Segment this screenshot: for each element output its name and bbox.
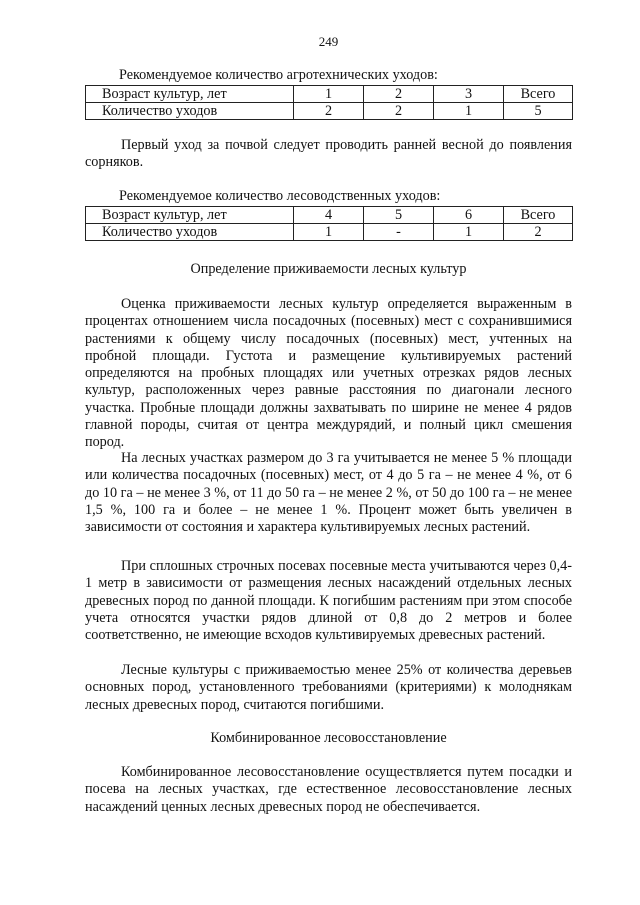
table-cell: 1	[434, 103, 504, 120]
table-cell: 2	[504, 224, 573, 241]
table-cell: Всего	[504, 207, 573, 224]
table-cell: 2	[294, 103, 364, 120]
paragraph: При сплошных строчных посевах посевные места учитываются через 0,4-1 метр в зависимости от размещения лесных насаждений отдельных лесных древесных пород по данной площади. К погибшим растениям при этом способе учета относятся участки рядов длиной от 0,8 до 2 метров и более соответственно, не имеющие всходов культивируемых древесных растений.	[85, 558, 572, 644]
table-row	[86, 86, 573, 103]
table-cell: Возраст культур, лет	[86, 207, 294, 224]
paragraph: Первый уход за почвой следует проводить ранней весной до появления сорняков.	[85, 137, 572, 171]
table-silvicultural-care	[85, 206, 573, 241]
table-cell: 1	[434, 224, 504, 241]
paragraph: Комбинированное лесовосстановление осуществляется путем посадки и посева на лесных участках, где естественное лесовосстановление лесных насаждений ценных лесных древесных пород не обеспечивается.	[85, 764, 572, 815]
table-cell: 5	[364, 207, 434, 224]
table1-caption: Рекомендуемое количество агротехнических уходов:	[119, 67, 438, 83]
table-cell: Количество уходов	[86, 224, 294, 241]
table-cell: Всего	[504, 86, 573, 103]
table-cell: 2	[364, 86, 434, 103]
section-heading: Определение приживаемости лесных культур	[190, 261, 467, 277]
section-heading: Комбинированное лесовосстановление	[210, 730, 447, 746]
table-row	[86, 207, 573, 224]
page-number: 249	[318, 34, 339, 49]
paragraph: Лесные культуры с приживаемостью менее 25% от количества деревьев основных пород, установленного требованиями (критериями) к молоднякам лесных древесных пород, считаются погибшими.	[85, 662, 572, 713]
table2-caption: Рекомендуемое количество лесоводственных уходов:	[119, 188, 441, 204]
table-cell: 1	[294, 224, 364, 241]
table-cell: Количество уходов	[86, 103, 294, 120]
table-cell: 5	[504, 103, 573, 120]
table-cell: 6	[434, 207, 504, 224]
table-cell: 4	[294, 207, 364, 224]
table-cell: 3	[434, 86, 504, 103]
table-cell: Возраст культур, лет	[86, 86, 294, 103]
table-agrotechnical-care	[85, 85, 573, 120]
table-cell: -	[364, 224, 434, 241]
table-row	[86, 224, 573, 241]
table-cell: 2	[364, 103, 434, 120]
paragraph: Оценка приживаемости лесных культур определяется выраженным в процентах отношением числа посадочных (посевных) мест с сохранившимися растениями к общему числу посадочных (посевных) мест, учтенных на пробной площади. Густота и размещение культивируемых растений определяются на пробных площадях или учетных отрезках рядов лесных культур, расположенных через равные расстояния по диагонали лесного участка. Пробные площади должны захватывать по ширине не менее 4 рядов главной породы, считая от центра междурядий, и полный цикл смешения пород.	[85, 296, 572, 451]
table-row	[86, 103, 573, 120]
table-cell: 1	[294, 86, 364, 103]
paragraph: На лесных участках размером до 3 га учитывается не менее 5 % площади или количества посадочных (посевных) мест, от 4 до 5 га – не менее 4 %, от 6 до 10 га – не менее 3 %, от 11 до 50 га – не менее 2 %, от 50 до 100 га – не менее 1,5 %, 100 га и более – не менее 1 %. Процент может быть увеличен в зависимости от состояния и характера культивируемых лесных растений.	[85, 450, 572, 536]
